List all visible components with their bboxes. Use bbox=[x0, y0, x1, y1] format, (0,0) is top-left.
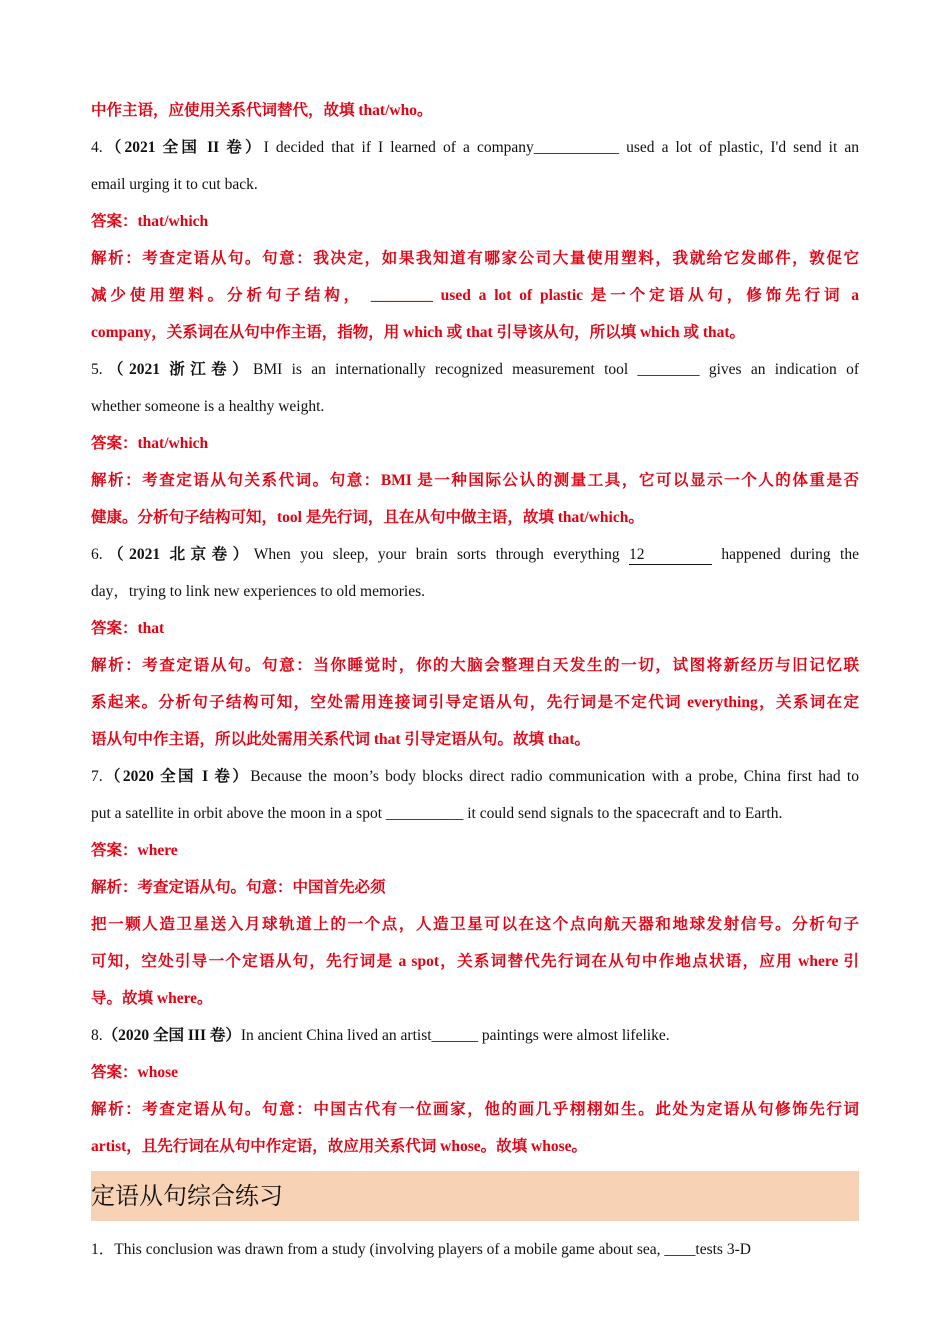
question-6-line-2: day，trying to link new experiences to old memories. bbox=[91, 583, 426, 600]
question-4-line-2: email urging it to cut back. bbox=[91, 176, 258, 193]
question-6-line-1: 6.（2021 北京卷）When you sleep, your brain sorts through everything 12 happened during the bbox=[91, 546, 859, 563]
analysis-5-line-1: 解析：考查定语从句关系代词。句意：BMI 是一种国际公认的测量工具，它可以显示一个人的体重是否 bbox=[91, 472, 859, 489]
analysis-8-line-1: 解析：考查定语从句。句意：中国古代有一位画家，他的画几乎栩栩如生。此处为定语从句修饰先行词 bbox=[91, 1101, 859, 1118]
answer-6: 答案：that bbox=[91, 620, 165, 637]
question-7-line-1: 7.（2020 全国 I 卷）Because the moon’s body blocks direct radio communication with a probe, China first had to bbox=[91, 768, 859, 785]
answer-7: 答案：where bbox=[91, 842, 178, 859]
document-page bbox=[91, 92, 859, 1268]
analysis-6-line-3: 语从句中作主语，所以此处需用关系代词 that 引导定语从句。故填 that。 bbox=[91, 731, 591, 748]
exercise-1-line-1: 1．This conclusion was drawn from a study (involving players of a mobile game about sea, ____tests 3-D bbox=[91, 1241, 751, 1258]
analysis-continuation: 中作主语，应使用关系代词替代，故填 that/who。 bbox=[91, 102, 433, 119]
analysis-4-line-1: 解析：考查定语从句。句意：我决定，如果我知道有哪家公司大量使用塑料，我就给它发邮件，敦促它 bbox=[91, 250, 859, 267]
question-8-line-1: 8.（2020 全国 III 卷）In ancient China lived an artist______ paintings were almost lifelike. bbox=[91, 1027, 670, 1044]
question-5-line-1: 5.（2021 浙江卷）BMI is an internationally recognized measurement tool ________ gives an indication of bbox=[91, 361, 859, 378]
answer-4: 答案：that/which bbox=[91, 213, 209, 230]
analysis-7-line-3: 可知，空处引导一个定语从句，先行词是 a spot，关系词替代先行词在从句中作地点状语，应用 where 引 bbox=[91, 953, 859, 970]
analysis-4-line-3: company，关系词在从句中作主语，指物，用 which 或 that 引导该从句，所以填 which 或 that。 bbox=[91, 324, 746, 341]
analysis-6-line-2: 系起来。分析句子结构可知，空处需用连接词引导定语从句，先行词是不定代词 everything，关系词在定 bbox=[91, 694, 859, 711]
analysis-5-line-2: 健康。分析句子结构可知，tool 是先行词，且在从句中做主语，故填 that/which。 bbox=[91, 509, 644, 526]
analysis-7-line-1: 解析：考查定语从句。句意：中国首先必须 bbox=[91, 879, 386, 896]
question-4-line-1: 4.（2021 全国 II 卷）I decided that if I learned of a company___________ used a lot of plastic, I'd send it an bbox=[91, 139, 859, 156]
blank-12: 12 bbox=[629, 546, 712, 565]
analysis-7-line-2: 把一颗人造卫星送入月球轨道上的一个点，人造卫星可以在这个点向航天器和地球发射信号。分析句子 bbox=[91, 916, 859, 933]
answer-5: 答案：that/which bbox=[91, 435, 209, 452]
question-7-line-2: put a satellite in orbit above the moon in a spot __________ it could send signals to the spacecraft and to Earth. bbox=[91, 805, 783, 822]
answer-8: 答案：whose bbox=[91, 1064, 178, 1081]
analysis-6-line-1: 解析：考查定语从句。句意：当你睡觉时，你的大脑会整理白天发生的一切，试图将新经历与旧记忆联 bbox=[91, 657, 859, 674]
analysis-4-line-2: 减少使用塑料。分析句子结构， ________ used a lot of plastic 是一个定语从句，修饰先行词 a bbox=[91, 287, 859, 304]
section-heading: 定语从句综合练习 bbox=[91, 1171, 859, 1221]
analysis-8-line-2: artist，且先行词在从句中作定语，故应用关系代词 whose。故填 whose。 bbox=[91, 1138, 587, 1155]
question-5-line-2: whether someone is a healthy weight. bbox=[91, 398, 325, 415]
analysis-7-line-4: 导。故填 where。 bbox=[91, 990, 213, 1007]
